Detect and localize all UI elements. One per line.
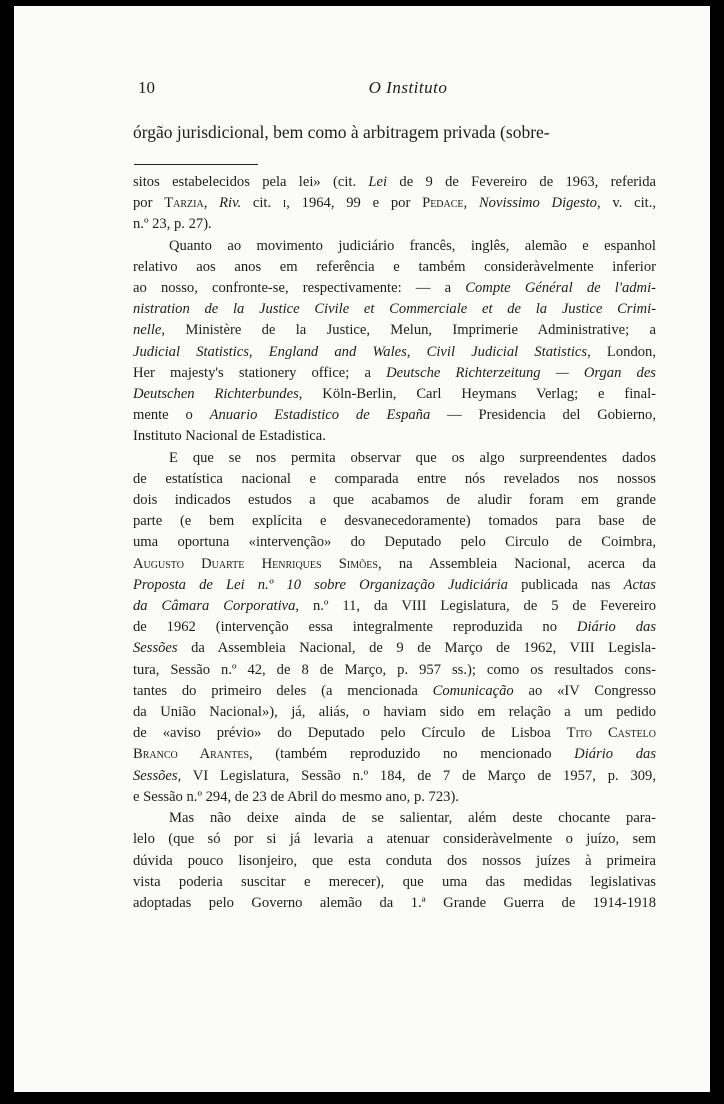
note-line: Instituto Nacional de Estadistica. — [133, 428, 326, 445]
note-line: de «aviso prévio» do Deputado pelo Círculo de Lisboa Tito Castelo — [133, 725, 657, 742]
note-line: Branco Arantes, (também reproduzido no mencionado Diário das — [133, 746, 657, 763]
note-line: e Sessão n.º 294, de 23 de Abril do mesmo ano, p. 723). — [133, 788, 459, 805]
note-line: Proposta de Lei n.º 10 sobre Organização Judiciária publicada nas Actas — [133, 576, 656, 593]
note-line: uma oportuna «intervenção» do Deputado pelo Circulo de Coimbra, — [133, 534, 656, 551]
note-line: Her majesty's stationery office; a Deutsche Richterzeitung — Organ des — [133, 364, 656, 381]
note-line: ao nosso, confronte-se, respectivamente: — a Compte Général de l'admi- — [133, 280, 656, 297]
note-line: n.º 23, p. 27). — [133, 216, 212, 233]
footnotes — [133, 172, 656, 914]
note-line: nistration de la Justice Civile et Commerciale et de la Justice Crimi- — [133, 301, 656, 318]
note-line: de 1962 (intervenção essa integralmente reproduzida no Diário das — [133, 619, 657, 636]
note-line: Quanto ao movimento judiciário francês, inglês, alemão e espanhol — [169, 237, 656, 254]
note-line: por Tarzia, Riv. cit. i, 1964, 99 e por Pedace, Novissimo Digesto, v. cit., — [133, 195, 656, 212]
running-title: O Instituto — [368, 78, 448, 97]
note-line: adoptadas pelo Governo alemão da 1.ª Grande Guerra de 1914-1918 — [133, 894, 656, 911]
note-line: dois indicados estudos a que acabamos de aludir foram em grande — [133, 492, 656, 509]
note-line: E que se nos permita observar que os algo surpreendentes dados — [169, 449, 656, 466]
note-line: vista poderia suscitar e merecer), que uma das medidas legislativas — [133, 873, 656, 890]
note-line: Sessões da Assembleia Nacional, de 9 de Março de 1962, VIII Legisla- — [133, 640, 656, 657]
note-line: da União Nacional»), já, aliás, o haviam sido em relação a um pedido — [133, 704, 656, 721]
note-line: Mas não deixe ainda de se salientar, além deste chocante para- — [169, 810, 656, 827]
note-line: de estatística nacional e comparada entre nós revelados nos nossos — [133, 470, 656, 487]
page-number: 10 — [138, 78, 155, 97]
note-line: Judicial Statistics, England and Wales, Civil Judicial Statistics, London, — [133, 343, 656, 360]
note-line: sitos estabelecidos pela lei» (cit. Lei de 9 de Fevereiro de 1963, referida — [133, 174, 657, 190]
note-line: nelle, Ministère de la Justice, Melun, Imprimerie Administrative; a — [133, 322, 656, 339]
note-line: Sessões, VI Legislatura, Sessão n.º 184, de 7 de Março de 1957, p. 309, — [133, 767, 656, 784]
note-line: relativo aos anos em referência e também consideràvelmente inferior — [133, 258, 656, 275]
note-line: parte (e bem explícita e desvanecedoramente) tomados para base de — [133, 513, 656, 530]
note-line: tantes do primeiro deles (a mencionada Comunicação ao «IV Congresso — [133, 682, 656, 699]
running-header — [138, 78, 678, 104]
footnote-rule — [134, 164, 258, 165]
note-line: Deutschen Richterbundes, Köln-Berlin, Carl Heymans Verlag; e final- — [133, 386, 656, 403]
note-line: dúvida pouco lisonjeiro, que esta conduta dos nossos juízes à primeira — [133, 852, 656, 869]
book-page — [14, 6, 710, 1092]
note-line: da Câmara Corporativa, n.º 11, da VIII Legislatura, de 5 de Fevereiro — [133, 598, 656, 615]
note-line: lelo (que só por si já levaria a atenuar consideràvelmente o juízo, sem — [133, 831, 656, 848]
note-line: Augusto Duarte Henriques Simões, na Assembleia Nacional, acerca da — [133, 555, 656, 572]
note-line: tura, Sessão n.º 42, de 8 de Março, p. 957 ss.); como os resultados cons- — [133, 661, 656, 678]
note-line: mente o Anuario Estadistico de España — Presidencia del Gobierno, — [133, 407, 656, 424]
body-text-line: órgão jurisdicional, bem como à arbitragem privada (sobre- — [133, 122, 550, 142]
